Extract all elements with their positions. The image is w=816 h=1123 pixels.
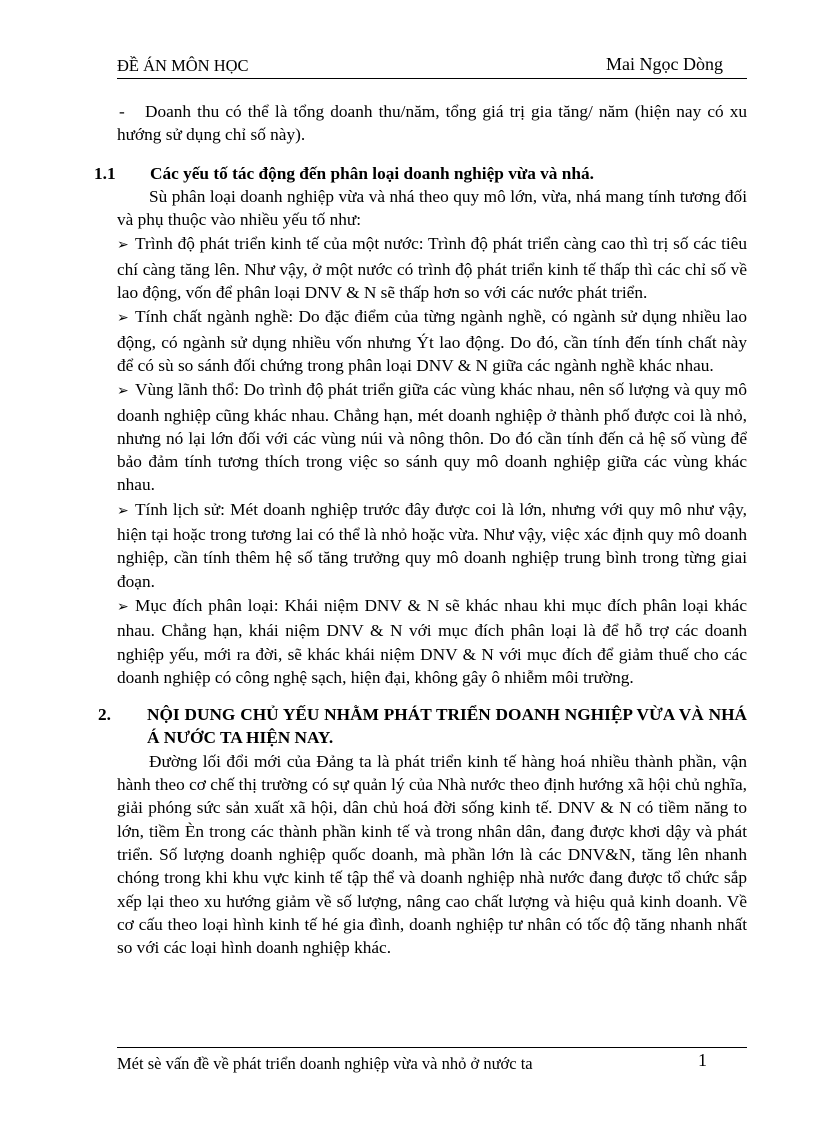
intro-list-item bbox=[117, 100, 747, 147]
arrow-bullet-icon: ➢ bbox=[117, 384, 129, 400]
dash-marker: - bbox=[119, 102, 125, 121]
page-body bbox=[94, 100, 747, 959]
section-2-number: 2. bbox=[98, 705, 111, 725]
bullet-text: Trình độ phát triển kinh tế của một nước: Trình độ phát triển càng cao thì trị số các tiêu chí càng tăng lên. Như vậy, ở một nước có trình độ phát triển kinh tế thấp thì các chỉ số về lao động, vốn để phân loại DNV & N sẽ thấp hơn so với các nước phát triển. bbox=[117, 234, 747, 303]
arrow-bullet-icon: ➢ bbox=[117, 503, 129, 519]
bullet-text: Tính chất ngành nghề: Do đặc điểm của từng ngành nghề, có ngành sử dụng nhiều lao động, có ngành sử dụng nhiều vốn nhưng Ýt lao động. Do đó, cần tính đến tính chất này để có sù so sánh đối chứng trong phân loại DNV & N giữa các ngành nghề khác nhau. bbox=[117, 307, 747, 375]
page-footer bbox=[117, 1047, 747, 1073]
bullet-text: Mục đích phân loại: Khái niệm DNV & N sẽ khác nhau khi mục đích phân loại khác nhau. Chẳng hạn, khái niệm DNV & N với mục đích phân loại là để hỗ trợ các doanh nghiệp yếu, mới ra đời, sẽ khác khái niệm DNV & N với mục đích để giảm thuế cho các doanh nghiệp có công nghệ sạch, hiện đại, không gây ô nhiễm môi trường. bbox=[117, 595, 747, 687]
arrow-bullet-icon: ➢ bbox=[117, 311, 129, 327]
bullet-item bbox=[117, 378, 747, 496]
section-2-body: Đường lối đổi mới của Đảng ta là phát triển kinh tế hàng hoá nhiều thành phần, vận hành theo cơ chế thị trường có sự quản lý của Nhà nước theo định hướng xã hội chủ nghĩa, giải phóng sức sản xuất xã hội, dân chủ hoá đời sống kinh tế. DNV & N có tiềm năng to lớn, tiềm Èn trong các thành phần kinh tế và trong nhân dân, đang được khơi dậy và phát triển. Số lượng doanh nghiệp quốc doanh, mà phần lớn là các DNV&N, tăng lên nhanh chóng trong khi khu vực kinh tế tập thể và doanh nghiệp nhà nước đang được tổ chức sắp xếp lại theo xu hướng giảm về số lượng, nâng cao chất lượng và hiệu quả kinh doanh. Về cơ cấu theo loại hình kinh tế hé gia đình, doanh nghiệp tư nhân có tốc độ tăng nhanh nhất so với các loại hình doanh nghiệp khác. bbox=[117, 751, 747, 958]
header-course-title: ĐỀ ÁN MÔN HỌC bbox=[117, 56, 249, 75]
arrow-bullet-icon: ➢ bbox=[117, 238, 129, 254]
section-1-1-title: Các yếu tố tác động đến phân loại doanh nghiệp vừa và nhá. bbox=[150, 163, 594, 183]
section-2-heading bbox=[98, 703, 747, 750]
page-number: 1 bbox=[698, 1050, 707, 1070]
section-2-title: NỘI DUNG CHỦ YẾU NHẰM PHÁT TRIỂN DOANH NGHIỆP VỪA VÀ NHÁ Á NƯỚC TA HIỆN NAY. bbox=[147, 705, 747, 748]
section-1-1-heading bbox=[94, 162, 747, 185]
bullet-text: Vùng lãnh thổ: Do trình độ phát triển giữa các vùng khác nhau, nên số lượng và quy mô doanh nghiệp cũng khác nhau. Chẳng hạn, mét doanh nghiệp ở thành phố được coi là nhỏ, nhưng nó lại lớn đối với các vùng núi và nông thôn. Do đó cần tính đến cả hệ số vùng để bảo đảm tính tương thích trong việc so sánh quy mô doanh nghiệp giữa các vùng khác nhau. bbox=[117, 380, 747, 495]
bullet-item bbox=[117, 232, 747, 304]
page-header bbox=[117, 52, 747, 79]
section-1-1-intro: Sù phân loại doanh nghiệp vừa và nhá theo quy mô lớn, vừa, nhá mang tính tương đối và phụ thuộc vào nhiều yếu tố như: bbox=[117, 186, 747, 230]
footer-document-title: Mét sè vấn đề về phát triển doanh nghiệp vừa và nhỏ ở nước ta bbox=[117, 1054, 533, 1073]
bullet-item bbox=[117, 498, 747, 593]
section-1-1-number: 1.1 bbox=[94, 163, 116, 183]
arrow-bullet-icon: ➢ bbox=[117, 599, 129, 615]
intro-list-item-text: Doanh thu có thể là tổng doanh thu/năm, tổng giá trị gia tăng/ năm (hiện nay có xu hướng sử dụng chỉ số này). bbox=[117, 102, 747, 145]
header-author-name: Mai Ngọc Dòng bbox=[606, 54, 723, 74]
bullet-item bbox=[117, 305, 747, 377]
bullet-item bbox=[117, 594, 747, 689]
bullet-text: Tính lịch sử: Mét doanh nghiệp trước đây được coi là lớn, nhưng với quy mô như vậy, hiện tại hoặc trong tương lai có thể là nhỏ hoặc vừa. Như vậy, việc xác định quy mô doanh nghiệp, cần tính thêm hệ số tăng trưởng quy mô doanh nghiệp trung bình trong từng giai đoạn. bbox=[117, 499, 747, 591]
